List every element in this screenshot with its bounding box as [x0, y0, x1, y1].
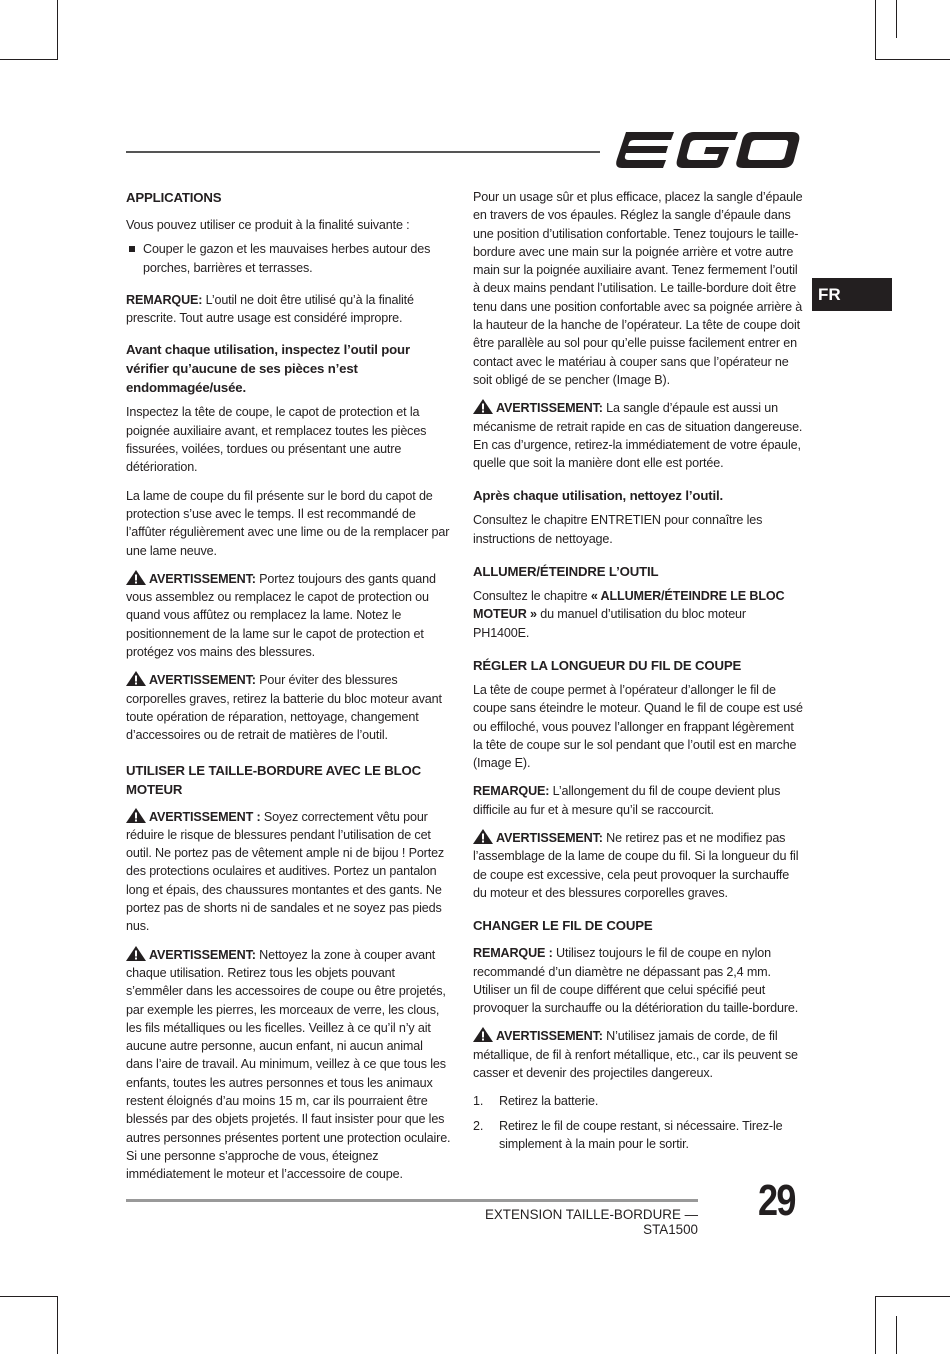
note-label: REMARQUE: — [126, 292, 203, 307]
applications-list — [126, 240, 452, 277]
left-column — [126, 188, 452, 1193]
warning-paragraph — [473, 399, 803, 472]
footer-title: EXTENSION TAILLE-BORDURE — STA1500 — [484, 1207, 698, 1237]
warning-text: Ne retirez pas et ne modifiez pas l’assemblage de la lame de coupe du fil. Si la longueur du fil de coupe est excessive, cela peut provoquer la surchauffe du moteur et des blessures corporelles graves. — [473, 831, 799, 900]
warning-paragraph — [126, 946, 452, 1184]
note-label: REMARQUE: — [473, 784, 550, 799]
warning-text: Nettoyez la zone à couper avant chaque utilisation. Retirez tous les objets pouvant s’emmêler dans les accessoires de coupe ou être projetés, par exemple les pierres, les morceaux de verre, les clous, les fils métalliques ou les ficelles. Veillez à ce qu’il n’y ait aucune autre personne, aucun enfant, ni aucun animal dans l’aire de travail. Au minimum, veillez à ce que tous les enfants, toutes les autres personnes et tous les animaux restent éloignés d’au moins 15 m, car ils pourraient être blessés par des objets projetés. Il faut insister pour que les autres personnes présentes portent une protection oculaire. Si une personne s’approche de vous, éteignez immédiatement le moteur et l’accessoire de coupe. — [126, 947, 451, 1182]
language-tab: FR — [812, 278, 892, 311]
note-paragraph — [126, 291, 452, 328]
length-paragraph: La tête de coupe permet à l’opérateur d’allonger le fil de coupe sans éteindre le moteur. Quand le fil de coupe est usé ou effiloché, vous pouvez l’allonger en frappant légèrement la tête de coupe sur le sol pendant que l’outil est en marche (Image E). — [473, 682, 803, 771]
step-text: Retirez la batterie. — [499, 1094, 599, 1109]
section-title-applications: APPLICATIONS — [126, 190, 222, 205]
warning-icon — [126, 946, 146, 961]
warning-label: AVERTISSEMENT: — [496, 831, 603, 846]
warning-icon — [126, 808, 146, 823]
right-column — [473, 188, 803, 1159]
note-text: Utilisez toujours le fil de coupe en nylon recommandé d’un diamètre ne dépassant pas 2,4 mm. Utiliser un fil de coupe différent que celui spécifié peut provoquer la surchauffe ou la détérioration du taille-bordure. — [473, 946, 799, 1016]
crop-mark — [0, 59, 58, 60]
list-item: Couper le gazon et les mauvaises herbes autour des porches, barrières et terrasses. — [126, 240, 452, 277]
note-paragraph — [473, 944, 803, 1017]
list-item — [473, 1092, 803, 1110]
note-text: L’allongement du fil de coupe devient plus difficile au fur et à mesure qu’il se raccourcit. — [473, 784, 781, 817]
crop-mark — [57, 1296, 58, 1354]
onoff-paragraph — [473, 587, 803, 642]
inspect-paragraph-1: Inspectez la tête de coupe, le capot de protection et la poignée auxiliaire avant, et remplacez toutes les pièces fissurées, voilées, tordues ou présentant une autre détérioration. — [126, 405, 427, 475]
crop-mark — [875, 59, 950, 60]
warning-paragraph — [126, 570, 452, 661]
warning-icon — [473, 829, 493, 844]
crop-mark — [875, 1296, 876, 1354]
crop-mark — [57, 0, 58, 60]
list-item — [473, 1117, 803, 1154]
warning-icon — [473, 399, 493, 414]
warning-label: AVERTISSEMENT: — [149, 673, 256, 688]
usage-paragraph: Pour un usage sûr et plus efficace, placez la sangle d’épaule en travers de vos épaules. Réglez la sangle d’épaule dans une position d’utilisation confortable. Tenez toujours le taille-bordure avec une main sur la poignée arrière et votre autre main sur la poignée auxiliaire avant. Tenez fermement l’outil à deux mains pendant l’utilisation. Le taille-bordure doit être tenu dans une position confortable avec sa poignée arrière à la hauteur de la hanche de l’opérateur. La tête de coupe doit être parallèle au sol pour qu’elle puisse facilement entrer en contact avec le matériau à couper sans que l’opérateur ne soit obligé de se pencher (Image B). — [473, 190, 803, 387]
warning-text: Soyez correctement vêtu pour réduire le risque de blessures pendant l’utilisation de cet outil. Ne portez pas de vêtement ample ni de bijou ! Portez des protections oculaires et auditives. Portez un pantalon long et épais, des chaussures montantes et des gants. Ne portez pas de shorts ni de sandales et ne soyez pas pieds nus. — [126, 809, 445, 934]
warning-label: AVERTISSEMENT: — [496, 401, 603, 416]
note-paragraph — [473, 782, 803, 819]
section-title-length: RÉGLER LA LONGUEUR DU FIL DE COUPE — [473, 657, 742, 673]
crop-mark — [0, 1296, 58, 1297]
warning-paragraph — [473, 1027, 803, 1082]
crop-mark — [896, 0, 897, 38]
onoff-text-pre: Consultez le chapitre — [473, 589, 591, 604]
step-number: 1. — [473, 1094, 484, 1109]
warning-text: N’utilisez jamais de corde, de fil métallique, de fil à renfort métallique, etc., car ils peuvent se casser et devenir des projectiles dangereux. — [473, 1029, 798, 1080]
warning-paragraph — [473, 829, 803, 902]
warning-icon — [126, 570, 146, 585]
footer-rule — [126, 1199, 698, 1202]
applications-intro: Vous pouvez utiliser ce produit à la finalité suivante : — [126, 218, 410, 232]
warning-text: Portez toujours des gants quand vous assemblez ou remplacez le capot de protection ou quand vous affûtez ou remplacez la lame. Notez le positionnement de la lame sur le capot de protection et protégez vos mains des blessures. — [126, 571, 436, 660]
warning-paragraph — [126, 671, 452, 744]
warning-text: Pour éviter des blessures corporelles graves, retirez la batterie du bloc moteur avant toute opération de réparation, nettoyage, changement d’accessoires ou de retrait de matières de l’outil. — [126, 673, 442, 743]
step-text: Retirez le fil de coupe restant, si nécessaire. Tirez-le simplement à la main pour le sortir. — [499, 1118, 783, 1151]
step-number: 2. — [473, 1118, 484, 1133]
warning-label: AVERTISSEMENT : — [149, 809, 261, 824]
section-title-use: UTILISER LE TAILLE-BORDURE AVEC LE BLOC MOTEUR — [126, 762, 422, 797]
warning-paragraph — [126, 808, 452, 936]
crop-mark — [896, 1316, 897, 1354]
note-text: L’outil ne doit être utilisé qu’à la finalité prescrite. Tout autre usage est considéré impropre. — [126, 292, 414, 326]
onoff-text-post: du manuel d’utilisation du bloc moteur PH1400E. — [473, 607, 746, 640]
warning-icon — [473, 1027, 493, 1042]
header-rule — [126, 151, 600, 153]
warning-label: AVERTISSEMENT: — [496, 1029, 603, 1044]
clean-paragraph: Consultez le chapitre ENTRETIEN pour connaître les instructions de nettoyage. — [473, 513, 763, 546]
crop-mark — [875, 0, 876, 60]
ego-logo — [616, 130, 800, 170]
warning-label: AVERTISSEMENT: — [149, 571, 256, 586]
warning-text: La sangle d’épaule est aussi un mécanisme de retrait rapide en cas de situation dangereuse. En cas d’urgence, retirez-la immédiatement de votre épaule, quelle que soit la manière dont elle est portée. — [473, 401, 803, 471]
inspect-paragraph-2: La lame de coupe du fil présente sur le bord du capot de protection s’use avec le temps. Il est recommandé de l’affûter régulièrement avec une lime ou de la remplacer par une lame neuve. — [126, 488, 450, 558]
page-number: 29 — [758, 1176, 795, 1225]
section-title-inspect: Avant chaque utilisation, inspectez l’outil pour vérifier qu’aucune de ses pièces n’est endommagée/usée. — [126, 342, 410, 396]
section-title-change: CHANGER LE FIL DE COUPE — [473, 918, 653, 934]
section-title-onoff: ALLUMER/ÉTEINDRE L’OUTIL — [473, 564, 659, 580]
onoff-chapter-ref: « ALLUMER/ÉTEINDRE LE BLOC MOTEUR » — [473, 589, 785, 622]
crop-mark — [875, 1296, 950, 1297]
warning-label: AVERTISSEMENT: — [149, 947, 256, 962]
section-title-clean: Après chaque utilisation, nettoyez l’outil. — [473, 488, 724, 504]
note-label: REMARQUE : — [473, 946, 553, 961]
steps-list — [473, 1092, 803, 1153]
warning-icon — [126, 671, 146, 686]
